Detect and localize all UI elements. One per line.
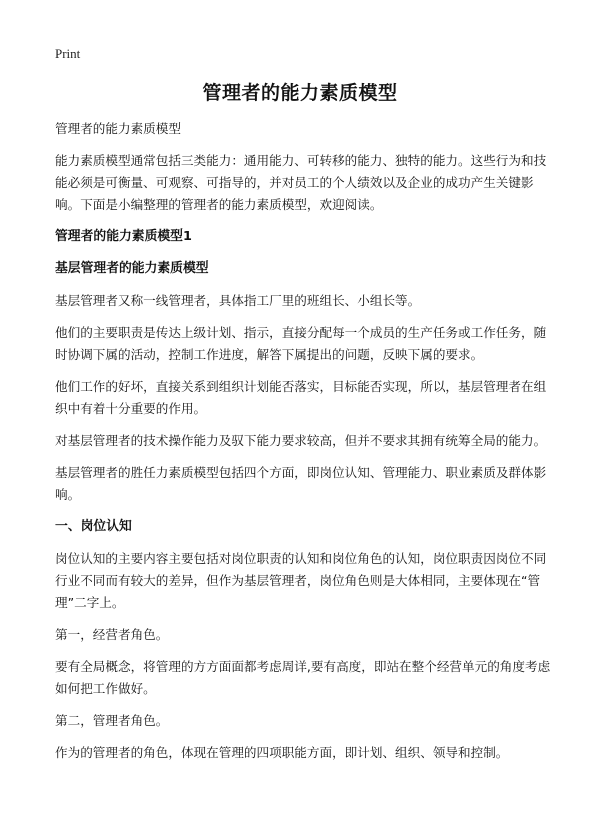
paragraph: 要有全局概念，将管理的方方面面都考虑周详,要有高度，即站在整个经营单元的角度考虑如何把工作做好。 (55, 659, 551, 696)
paragraph: 基层管理者的胜任力素质模型包括四个方面，即岗位认知、管理能力、职业素质及群体影响。 (55, 465, 547, 502)
paragraph: 第一，经营者角色。 (55, 627, 169, 642)
paragraph: 对基层管理者的技术操作能力及驭下能力要求较高，但并不要求其拥有统筹全局的能力。 (55, 433, 547, 448)
paragraph: 他们工作的好坏，直接关系到组织计划能否落实，目标能否实现，所以，基层管理者在组织中有着十分重要的作用。 (55, 379, 547, 416)
section-heading: 管理者的能力素质模型1 (55, 229, 192, 244)
intro-paragraph: 能力素质模型通常包括三类能力：通用能力、可转移的能力、独特的能力。这些行为和技能必须是可衡量、可观察、可指导的，并对员工的个人绩效以及企业的成功产生关键影响。下面是小编整理的管理者的能力素质模型，欢迎阅读。 (55, 153, 547, 212)
article-subtitle: 管理者的能力素质模型 (55, 121, 181, 136)
paragraph: 他们的主要职责是传达上级计划、指示，直接分配每一个成员的生产任务或工作任务，随时协调下属的活动，控制工作进度，解答下属提出的问题，反映下属的要求。 (55, 325, 547, 362)
paragraph: 第二，管理者角色。 (55, 713, 169, 728)
part-heading: 一、岗位认知 (55, 519, 132, 534)
paragraph: 基层管理者又称一线管理者，具体指工厂里的班组长、小组长等。 (55, 293, 421, 308)
paragraph: 作为的管理者的角色，体现在管理的四项职能方面，即计划、组织、领导和控制。 (55, 745, 509, 760)
page-title: 管理者的能力素质模型 (202, 82, 398, 104)
article-body (55, 118, 551, 774)
print-link[interactable]: Print (55, 46, 81, 61)
section-subheading: 基层管理者的能力素质模型 (55, 261, 209, 276)
paragraph: 岗位认知的主要内容主要包括对岗位职责的认知和岗位角色的认知，岗位职责因岗位不同行业不同而有较大的差异，但作为基层管理者，岗位角色则是大体相同，主要体现在“管理”二字上。 (55, 551, 547, 610)
